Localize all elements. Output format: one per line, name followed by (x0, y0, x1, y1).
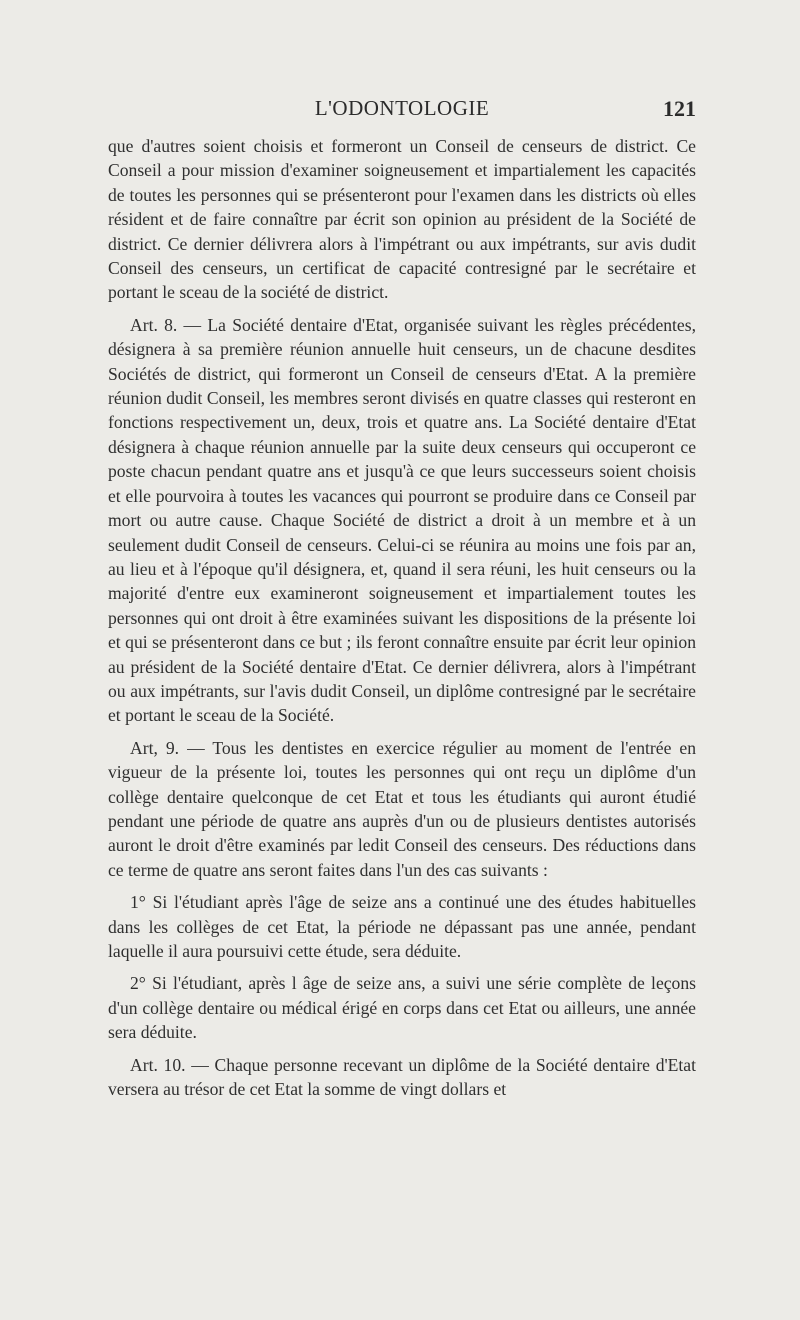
paragraph-item-2: 2° Si l'étudiant, après l âge de seize ans, a suivi une série complète de leçons d'un collège dentaire ou médical érigé en corps dans cet Etat ou ailleurs, une année sera déduite. (108, 973, 696, 1043)
paragraph-item-1: 1° Si l'étudiant après l'âge de seize ans a continué une des études habituelles dans les collèges de cet Etat, la période ne dépassant pas une année, pendant laquelle il aura poursuivi cette étude, sera déduite. (108, 892, 696, 961)
paragraph-article-10: Art. 10. — Chaque personne recevant un diplôme de la Société dentaire d'Etat versera au trésor de cet Etat la somme de vingt dollars et (108, 1054, 696, 1100)
page-number: 121 (663, 96, 696, 121)
paragraph-continuation: que d'autres soient choisis et formeront un Conseil de censeurs de district. Ce Conseil a pour mission d'examiner soigneusement et impartialement les capacités de toutes les personnes qui se présenteront pour l'examen dans les districts où elles résident et de faire connaître par écrit son opinion au président de la Société de district. Ce dernier délivrera alors à l'impétrant ou aux impétrants, sur avis dudit Conseil des censeurs, un certificat de capacité contresigné par le secrétaire et portant le sceau de la société de district. (108, 136, 696, 303)
paragraph-article-8: Art. 8. — La Société dentaire d'Etat, organisée suivant les règles précédentes, désignera à sa première réunion annuelle huit censeurs, un de chacune desdites Sociétés de district, qui formeront un Conseil de censeurs d'Etat. A la première réunion dudit Conseil, les membres seront divisés en quatre classes qui resteront en fonctions respectivement un, deux, trois et quatre ans. La Société dentaire d'Etat désignera à chaque réunion annuelle par la suite deux censeurs qui occuperont ce poste chacun pendant quatre ans et jusqu'à ce que leurs successeurs soient choisis et elle pourvoira à toutes les vacances qui pourront se produire dans ce Conseil par mort ou autre cause. Chaque Société de district a droit à un membre et à un seulement dudit Conseil de censeurs. Celui-ci se réunira au moins une fois par an, au lieu et à l'époque qu'il désignera, et, quand il sera réuni, les huit censeurs ou la majorité d'entre eux examineront soigneusement et impartialement toutes les personnes qui ont droit à être examinées suivant les dispositions de la présente loi et qui se présenteront dans ce but ; ils feront connaître ensuite par écrit leur opinion au président de la Société dentaire d'Etat. Ce dernier délivrera, alors à l'impétrant ou aux impétrants, sur l'avis dudit Conseil, un diplôme contresigné par le secrétaire et portant le sceau de la Société. (108, 314, 696, 726)
body-text (108, 134, 696, 1109)
paragraph-article-9: Art, 9. — Tous les dentistes en exercice régulier au moment de l'entrée en vigueur de la présente loi, toutes les personnes qui ont reçu un diplôme d'un collège dentaire quelconque de cet Etat et tous les étudiants qui auront étudié pendant une période de quatre ans auprès d'un ou de plusieurs dentistes autorisés auront le droit d'être examinés par ledit Conseil des censeurs. Des réductions dans ce terme de quatre ans seront faites dans l'un des cas suivants : (108, 737, 696, 880)
running-title: L'ODONTOLOGIE (314, 96, 490, 120)
running-head (108, 96, 696, 126)
